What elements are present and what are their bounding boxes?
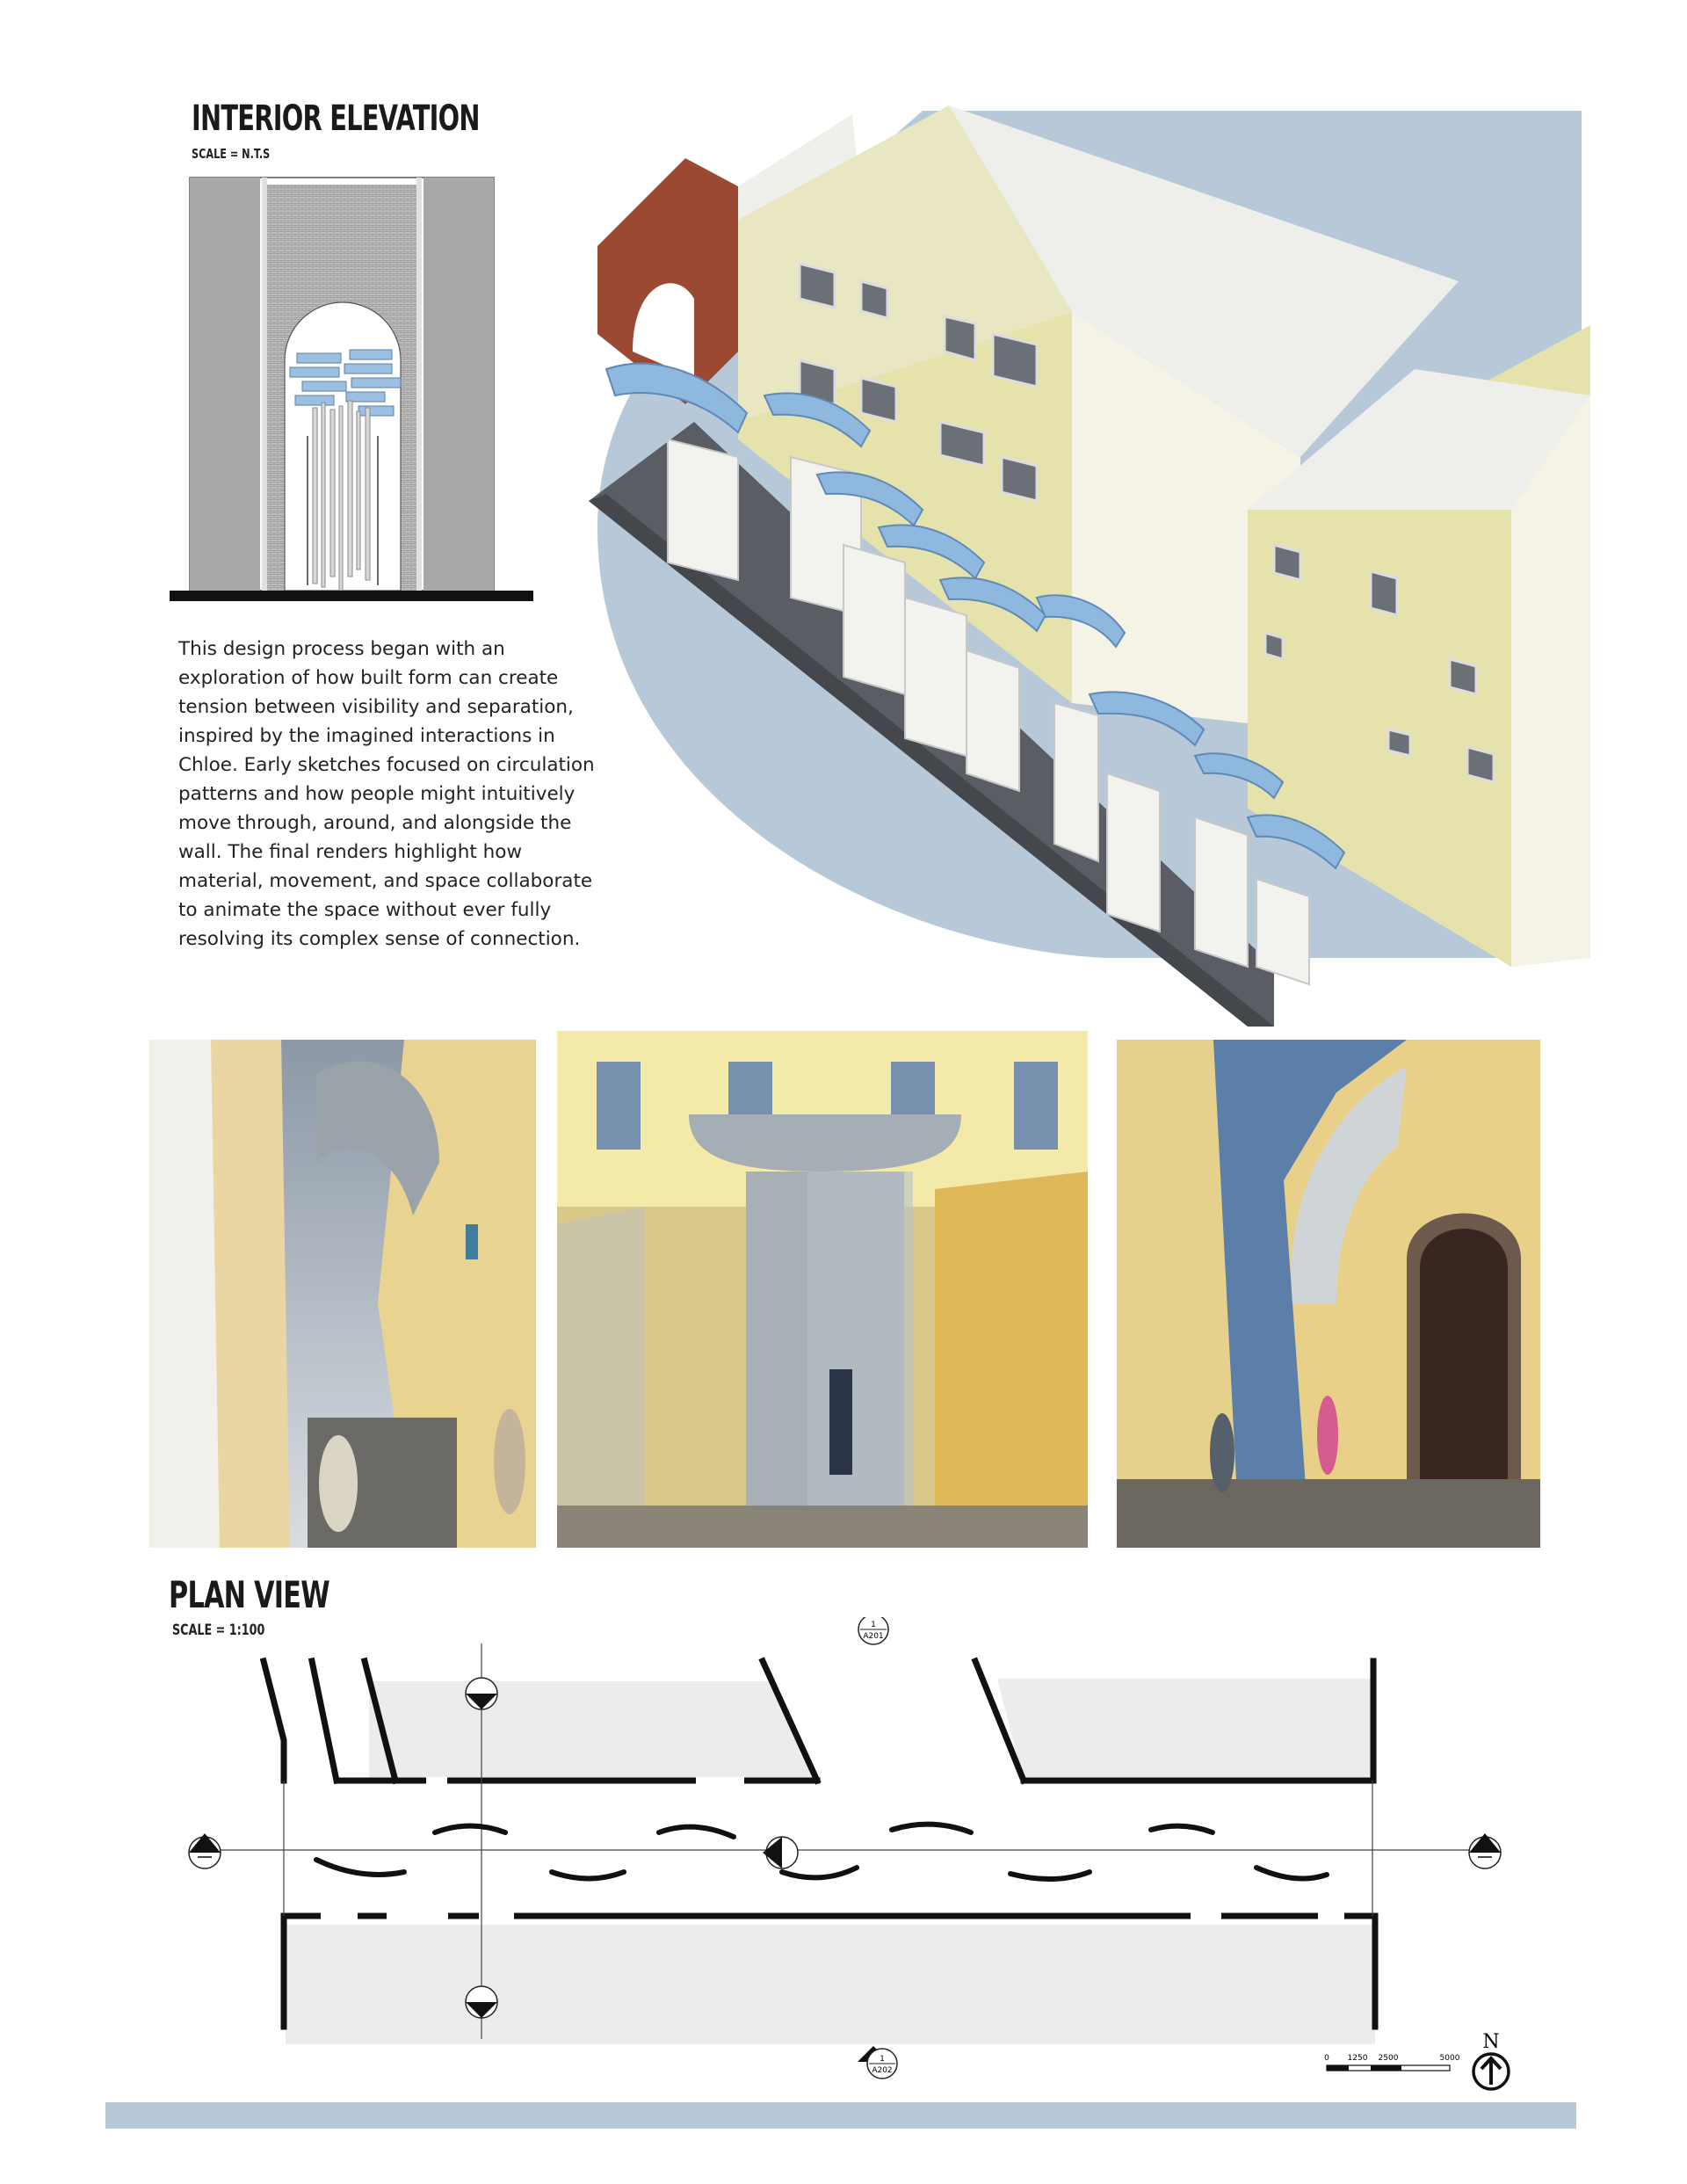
footer-accent-bar: [105, 2102, 1576, 2129]
plan-title: PLAN VIEW: [169, 1573, 329, 1616]
section-marker-a202: [858, 2046, 897, 2079]
render-doorway-view: [1117, 1040, 1540, 1548]
description-line: patterns and how people might intuitively: [178, 783, 576, 805]
design-description: [178, 635, 595, 954]
description-line: exploration of how built form can create: [178, 667, 559, 689]
description-line: resolving its complex sense of connection.: [178, 928, 581, 950]
north-arrow-icon: [1473, 2031, 1509, 2089]
description-line: to animate the space without ever fully: [178, 899, 552, 921]
elevation-scale: SCALE = N.T.S: [192, 146, 271, 162]
section-a201-sheet: A201: [863, 1632, 884, 1641]
scalebar-label: 2500: [1378, 2054, 1399, 2063]
section-a202-sheet: A202: [872, 2066, 893, 2075]
description-line: move through, around, and alongside the: [178, 812, 572, 834]
description-line: inspired by the imagined interactions in: [178, 725, 555, 747]
section-marker-a201: [856, 1617, 889, 1645]
section-marker-vertical-bottom: [466, 1986, 497, 2018]
interior-elevation-drawing: [167, 172, 536, 606]
scalebar-label: 1250: [1347, 2054, 1368, 2063]
elevation-title: INTERIOR ELEVATION: [192, 98, 480, 139]
description-line: Chloe. Early sketches focused on circulation: [178, 754, 595, 776]
axonometric-render: [580, 88, 1590, 1037]
description-line: This design process began with an: [178, 638, 505, 660]
plan-view-drawing: [0, 1617, 1687, 2109]
north-label: N: [1482, 2031, 1500, 2053]
door-openings: [321, 1777, 1344, 1919]
section-marker-center: [763, 1837, 798, 1868]
ground-line: [170, 591, 533, 601]
footprint-north-left: [369, 1681, 817, 1781]
curved-wall-elements: [316, 1825, 1327, 1879]
footprint-north-right: [997, 1679, 1373, 1781]
section-marker-vertical-top: [466, 1678, 497, 1709]
section-marker-right: [1469, 1833, 1501, 1868]
section-marker-left: [189, 1833, 221, 1868]
description-line: wall. The final renders highlight how: [178, 841, 523, 863]
right-wall: [424, 178, 494, 591]
description-line: material, movement, and space collaborate: [178, 870, 593, 892]
left-wall: [190, 178, 260, 591]
section-a201-num: 1: [871, 1621, 876, 1629]
footprint-south: [286, 1925, 1375, 2044]
description-line: tension between visibility and separation,: [178, 696, 574, 718]
section-a202-num: 1: [880, 2055, 885, 2064]
scalebar-label: 0: [1324, 2054, 1329, 2063]
render-column-view: [557, 1031, 1088, 1548]
scalebar-label: 5000: [1439, 2054, 1460, 2063]
render-alley-view-1: [149, 1040, 536, 1548]
plan-scale: SCALE = 1:100: [172, 1622, 265, 1639]
scale-bar: [1324, 2054, 1460, 2071]
